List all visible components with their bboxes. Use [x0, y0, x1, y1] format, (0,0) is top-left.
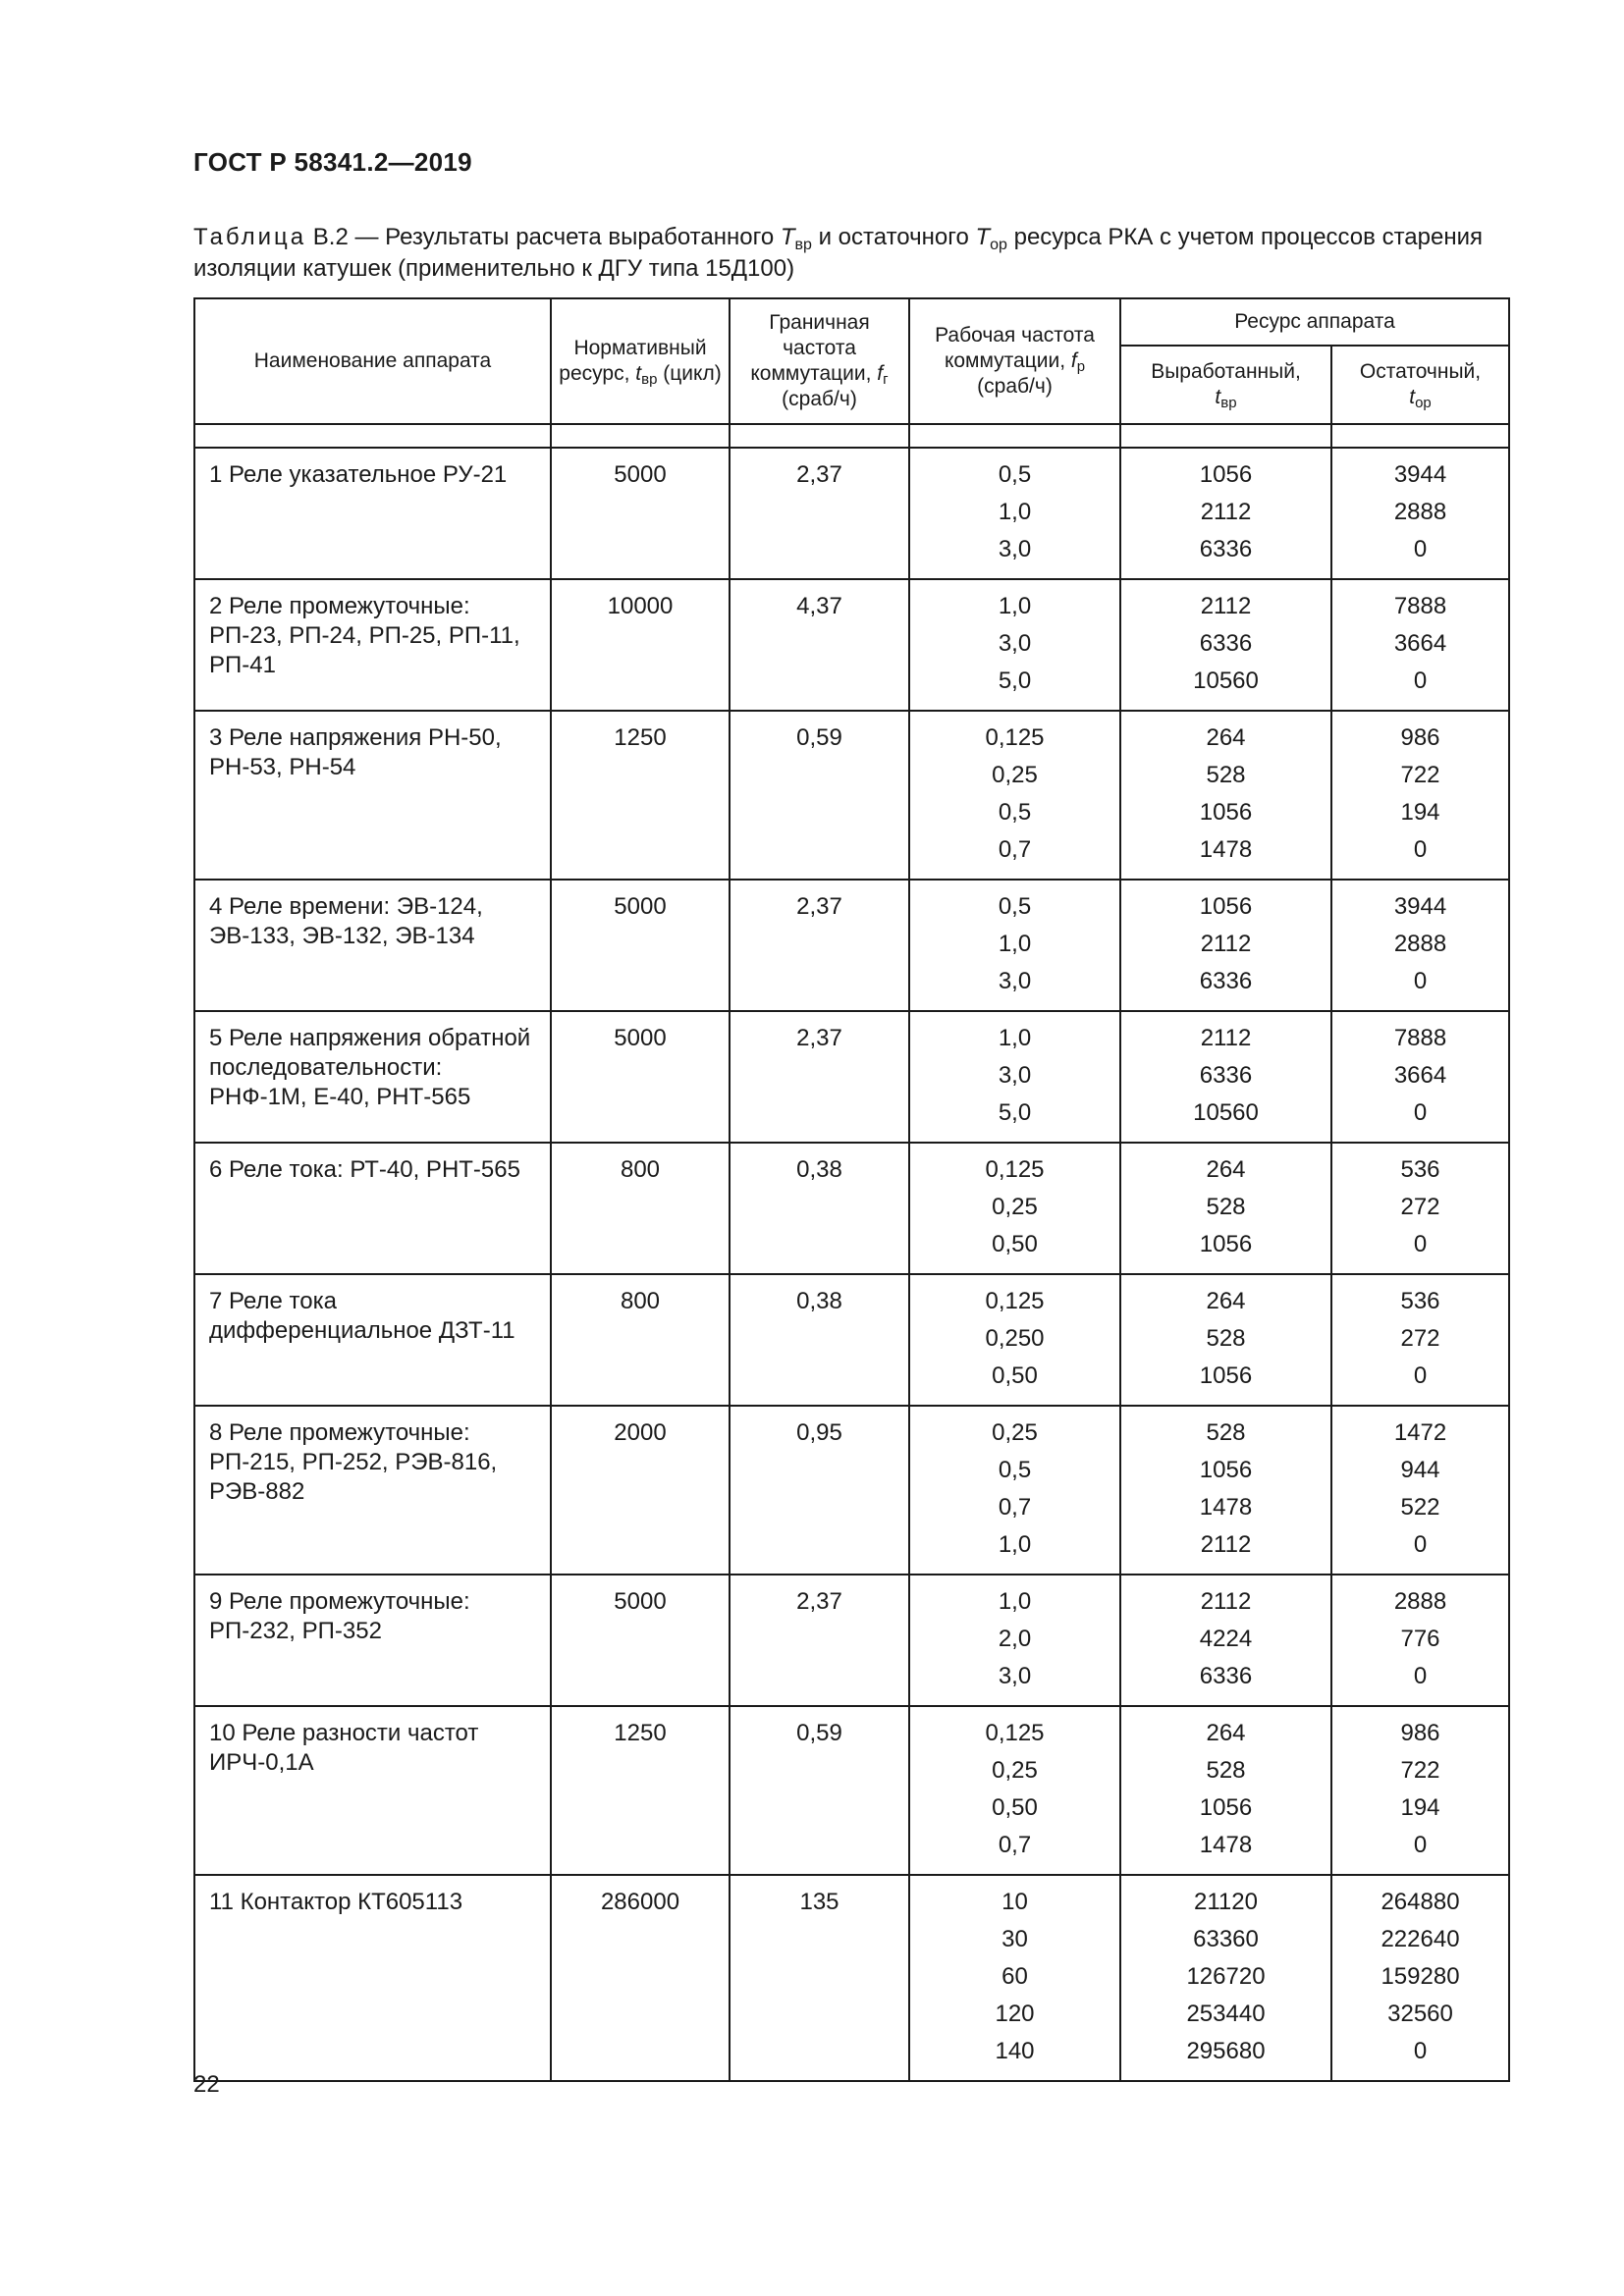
apparatus-name-cell: 7 Реле тока дифференциальное ДЗТ-11: [194, 1274, 551, 1406]
column-header-work-frequency: Рабочая частота коммутации, $f_р$ (сраб/ч): [909, 298, 1120, 424]
remain-value: 944: [1400, 1457, 1440, 1483]
used-value: 528: [1206, 762, 1246, 788]
work-value: 1,0: [998, 1531, 1032, 1558]
used-resource-cell: [1120, 1406, 1331, 1575]
column-header-normative: Нормативный ресурс, $t_{вр}$ (цикл): [551, 298, 730, 424]
normative-resource-cell: 10000: [551, 579, 730, 711]
used-value: 6336: [1199, 1062, 1253, 1089]
table-row: [194, 880, 1509, 1011]
remain-value: 0: [1413, 968, 1428, 994]
normative-resource-cell: 5000: [551, 1011, 730, 1143]
remain-value: 2888: [1393, 499, 1447, 525]
used-resource-cell: [1120, 1143, 1331, 1274]
work-value: 0,25: [992, 1419, 1038, 1446]
table-row: [194, 1143, 1509, 1274]
table-row: [194, 1011, 1509, 1143]
remaining-resource-cell: [1331, 1274, 1509, 1406]
work-frequency-cell: [909, 1143, 1120, 1274]
table-row: [194, 1274, 1509, 1406]
used-value: 2112: [1200, 931, 1252, 957]
column-header-used: Выработанный, $t_{вр}$: [1120, 346, 1331, 424]
work-value: 2,0: [998, 1626, 1032, 1652]
used-value: 253440: [1186, 2001, 1266, 2027]
apparatus-name-cell: 2 Реле промежуточные: РП-23, РП-24, РП-25, РП-11, РП-41: [194, 579, 551, 711]
used-value: 528: [1206, 1325, 1246, 1352]
limit-frequency-cell: 0,95: [730, 1406, 909, 1575]
remaining-resource-cell: [1331, 579, 1509, 711]
used-value: 6336: [1199, 1663, 1253, 1689]
remain-value: 1472: [1393, 1419, 1447, 1446]
remaining-resource-cell: [1331, 880, 1509, 1011]
work-value: 10: [1001, 1889, 1028, 1915]
used-value: 2112: [1200, 1588, 1252, 1615]
remain-value: 722: [1400, 762, 1440, 788]
table-row: [194, 1875, 1509, 2081]
work-value: 5,0: [998, 667, 1032, 694]
used-value: 1056: [1199, 893, 1253, 920]
work-value: 3,0: [998, 1062, 1032, 1089]
used-value: 1056: [1199, 1231, 1253, 1257]
limit-frequency-cell: 2,37: [730, 1011, 909, 1143]
column-header-name: Наименование аппарата: [194, 298, 551, 424]
used-resource-cell: [1120, 1274, 1331, 1406]
work-value: 30: [1001, 1926, 1028, 1952]
work-value: 120: [995, 2001, 1035, 2027]
remain-value: 194: [1400, 1794, 1440, 1821]
work-value: 0,25: [992, 762, 1038, 788]
limit-frequency-cell: 0,38: [730, 1143, 909, 1274]
limit-frequency-cell: 0,59: [730, 1706, 909, 1875]
used-value: 2112: [1200, 1531, 1252, 1558]
work-value: 3,0: [998, 536, 1032, 562]
table-body: [194, 448, 1509, 2081]
remain-value: 272: [1400, 1194, 1440, 1220]
used-value: 2112: [1200, 593, 1252, 619]
page-number: 22: [193, 2071, 220, 2098]
work-frequency-cell: [909, 880, 1120, 1011]
work-value: 5,0: [998, 1099, 1032, 1126]
work-value: 1,0: [998, 1588, 1032, 1615]
remain-value: 194: [1400, 799, 1440, 826]
work-frequency-cell: [909, 448, 1120, 579]
remain-value: 2888: [1393, 931, 1447, 957]
used-value: 1056: [1199, 799, 1253, 826]
used-value: 6336: [1199, 630, 1253, 657]
apparatus-name-cell: 4 Реле времени: ЭВ-124, ЭВ-133, ЭВ-132, ЭВ-134: [194, 880, 551, 1011]
limit-frequency-cell: 2,37: [730, 448, 909, 579]
remain-value: 32560: [1387, 2001, 1453, 2027]
used-resource-cell: [1120, 579, 1331, 711]
used-value: 528: [1206, 1419, 1246, 1446]
work-value: 0,5: [998, 799, 1032, 826]
normative-resource-cell: 1250: [551, 1706, 730, 1875]
header-separator: [194, 424, 1509, 448]
normative-resource-cell: 5000: [551, 1575, 730, 1706]
used-value: 10560: [1193, 667, 1259, 694]
work-value: 0,50: [992, 1231, 1038, 1257]
remain-value: 536: [1400, 1288, 1440, 1314]
table-row: [194, 1575, 1509, 1706]
used-value: 2112: [1200, 499, 1252, 525]
apparatus-name-cell: 3 Реле напряжения РН-50, РН-53, РН-54: [194, 711, 551, 880]
remain-value: 0: [1413, 1099, 1428, 1126]
work-frequency-cell: [909, 1575, 1120, 1706]
used-value: 1478: [1199, 836, 1253, 863]
used-value: 1056: [1199, 461, 1253, 488]
remain-value: 3944: [1393, 893, 1447, 920]
remaining-resource-cell: [1331, 1575, 1509, 1706]
remain-value: 0: [1413, 667, 1428, 694]
work-frequency-cell: [909, 1406, 1120, 1575]
used-value: 126720: [1186, 1963, 1266, 1990]
work-value: 0,7: [998, 1494, 1032, 1521]
work-value: 3,0: [998, 630, 1032, 657]
used-resource-cell: [1120, 1875, 1331, 2081]
work-value: 0,125: [985, 724, 1045, 751]
used-value: 1056: [1199, 1362, 1253, 1389]
work-value: 3,0: [998, 1663, 1032, 1689]
normative-resource-cell: 2000: [551, 1406, 730, 1575]
remain-value: 0: [1413, 1231, 1428, 1257]
apparatus-name-cell: 11 Контактор КТ605113: [194, 1875, 551, 2081]
document-header: ГОСТ Р 58341.2—2019: [193, 147, 472, 177]
limit-frequency-cell: 2,37: [730, 880, 909, 1011]
work-frequency-cell: [909, 1706, 1120, 1875]
table-row: [194, 1406, 1509, 1575]
used-resource-cell: [1120, 448, 1331, 579]
used-value: 1056: [1199, 1457, 1253, 1483]
normative-resource-cell: 800: [551, 1143, 730, 1274]
work-value: 3,0: [998, 968, 1032, 994]
column-header-limit-frequency: Граничная частота коммутации, $f_г$ (сраб/ч): [730, 298, 909, 424]
work-value: 0,5: [998, 1457, 1032, 1483]
normative-resource-cell: 286000: [551, 1875, 730, 2081]
remain-value: 0: [1413, 536, 1428, 562]
remain-value: 3664: [1393, 1062, 1447, 1089]
work-frequency-cell: [909, 1274, 1120, 1406]
used-value: 21120: [1194, 1889, 1258, 1915]
limit-frequency-cell: 135: [730, 1875, 909, 2081]
table-row: [194, 1706, 1509, 1875]
work-value: 60: [1001, 1963, 1028, 1990]
work-value: 0,50: [992, 1794, 1038, 1821]
remaining-resource-cell: [1331, 1706, 1509, 1875]
normative-resource-cell: 5000: [551, 448, 730, 579]
remain-value: 0: [1413, 836, 1428, 863]
remain-value: 2888: [1393, 1588, 1447, 1615]
used-value: 264: [1206, 1156, 1246, 1183]
used-value: 264: [1206, 1288, 1246, 1314]
used-value: 1478: [1199, 1832, 1253, 1858]
used-value: 295680: [1186, 2038, 1266, 2064]
used-value: 6336: [1199, 536, 1253, 562]
work-frequency-cell: [909, 579, 1120, 711]
work-value: 0,5: [998, 893, 1032, 920]
used-value: 63360: [1193, 1926, 1259, 1952]
work-value: 0,7: [998, 836, 1032, 863]
work-value: 0,25: [992, 1194, 1038, 1220]
work-value: 1,0: [998, 1025, 1032, 1051]
remain-value: 986: [1400, 724, 1440, 751]
remain-value: 986: [1400, 1720, 1440, 1746]
remaining-resource-cell: [1331, 1011, 1509, 1143]
work-value: 1,0: [998, 593, 1032, 619]
remaining-resource-cell: [1331, 448, 1509, 579]
column-header-remaining: Остаточный, $t_{ор}$: [1331, 346, 1509, 424]
remain-value: 7888: [1393, 1025, 1447, 1051]
remain-value: 776: [1400, 1626, 1440, 1652]
remain-value: 0: [1413, 1531, 1428, 1558]
limit-frequency-cell: 4,37: [730, 579, 909, 711]
table-row: [194, 711, 1509, 880]
remain-value: 522: [1400, 1494, 1440, 1521]
used-value: 1056: [1199, 1794, 1253, 1821]
work-frequency-cell: [909, 1011, 1120, 1143]
used-value: 264: [1206, 1720, 1246, 1746]
used-value: 528: [1206, 1757, 1246, 1784]
used-value: 264: [1206, 724, 1246, 751]
work-frequency-cell: [909, 711, 1120, 880]
remain-value: 222640: [1380, 1926, 1460, 1952]
remain-value: 272: [1400, 1325, 1440, 1352]
remain-value: 0: [1413, 1362, 1428, 1389]
apparatus-name-cell: 10 Реле разности частот ИРЧ-0,1А: [194, 1706, 551, 1875]
work-value: 0,25: [992, 1757, 1038, 1784]
work-value: 0,5: [998, 461, 1032, 488]
remaining-resource-cell: [1331, 1875, 1509, 2081]
work-value: 0,125: [985, 1156, 1045, 1183]
apparatus-name-cell: 6 Реле тока: РТ-40, РНТ-565: [194, 1143, 551, 1274]
apparatus-name-cell: 8 Реле промежуточные: РП-215, РП-252, РЭВ-816, РЭВ-882: [194, 1406, 551, 1575]
limit-frequency-cell: 0,38: [730, 1274, 909, 1406]
remain-value: 3944: [1393, 461, 1447, 488]
used-value: 528: [1206, 1194, 1246, 1220]
remain-value: 264880: [1380, 1889, 1460, 1915]
normative-resource-cell: 1250: [551, 711, 730, 880]
used-resource-cell: [1120, 1706, 1331, 1875]
work-value: 140: [995, 2038, 1035, 2064]
table-row: [194, 579, 1509, 711]
remain-value: 722: [1400, 1757, 1440, 1784]
work-value: 0,50: [992, 1362, 1038, 1389]
table-row: [194, 448, 1509, 579]
work-value: 1,0: [998, 499, 1032, 525]
work-value: 1,0: [998, 931, 1032, 957]
remaining-resource-cell: [1331, 1143, 1509, 1274]
remain-value: 159280: [1380, 1963, 1460, 1990]
used-resource-cell: [1120, 880, 1331, 1011]
remain-value: 536: [1400, 1156, 1440, 1183]
used-value: 6336: [1199, 968, 1253, 994]
used-value: 2112: [1200, 1025, 1252, 1051]
normative-resource-cell: 800: [551, 1274, 730, 1406]
apparatus-name-cell: 9 Реле промежуточные: РП-232, РП-352: [194, 1575, 551, 1706]
used-resource-cell: [1120, 1011, 1331, 1143]
table-caption: Таблица В.2 — Результаты расчета выработанного $T_{вр}$ и остаточного $T_{ор}$ ресурса РКА с учетом процессов старения изоляции катушек (применительно к ДГУ типа 15Д100): [193, 224, 1483, 282]
remain-value: 0: [1413, 1663, 1428, 1689]
remaining-resource-cell: [1331, 711, 1509, 880]
resource-table: [193, 297, 1510, 2082]
remain-value: 7888: [1393, 593, 1447, 619]
remain-value: 3664: [1393, 630, 1447, 657]
work-value: 0,7: [998, 1832, 1032, 1858]
limit-frequency-cell: 2,37: [730, 1575, 909, 1706]
normative-resource-cell: 5000: [551, 880, 730, 1011]
remain-value: 0: [1413, 2038, 1428, 2064]
limit-frequency-cell: 0,59: [730, 711, 909, 880]
work-value: 0,250: [985, 1325, 1045, 1352]
apparatus-name-cell: 5 Реле напряжения обратной последовательности: РНФ-1М, Е-40, РНТ-565: [194, 1011, 551, 1143]
remain-value: 0: [1413, 1832, 1428, 1858]
apparatus-name-cell: 1 Реле указательное РУ-21: [194, 448, 551, 579]
used-resource-cell: [1120, 711, 1331, 880]
work-value: 0,125: [985, 1720, 1045, 1746]
used-value: 10560: [1193, 1099, 1259, 1126]
used-value: 1478: [1199, 1494, 1253, 1521]
used-resource-cell: [1120, 1575, 1331, 1706]
remaining-resource-cell: [1331, 1406, 1509, 1575]
work-value: 0,125: [985, 1288, 1045, 1314]
used-value: 4224: [1199, 1626, 1253, 1652]
work-frequency-cell: [909, 1875, 1120, 2081]
column-header-resource: Ресурс аппарата: [1120, 298, 1509, 346]
